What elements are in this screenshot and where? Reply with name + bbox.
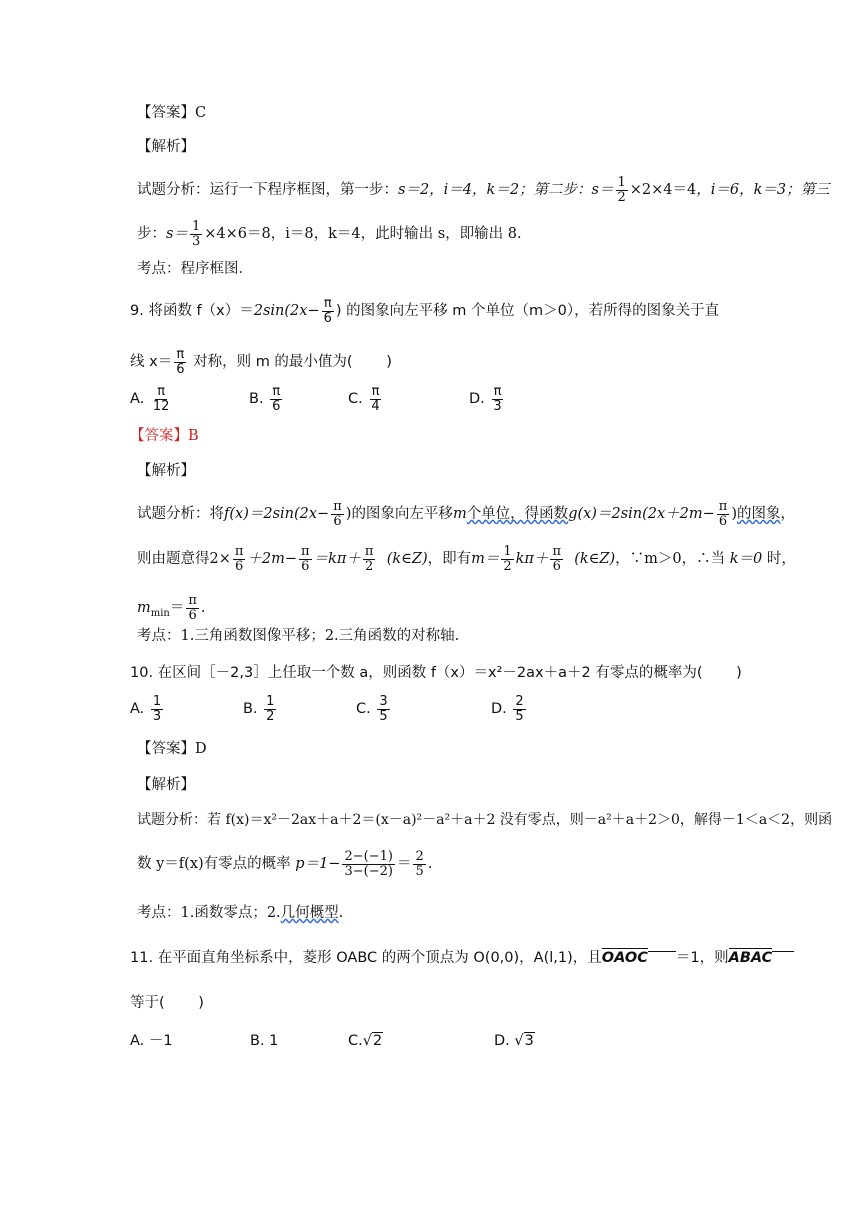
answer-tag: 【答案】 <box>137 105 195 121</box>
fraction <box>322 297 334 325</box>
denominator: 6 <box>718 513 728 529</box>
arrow-line <box>648 951 676 952</box>
q9-analysis-line-2 <box>137 545 796 573</box>
denominator: 6 <box>272 398 281 414</box>
radical-sign: √ <box>362 1033 372 1049</box>
q10-kaodian <box>137 906 343 921</box>
math: m <box>137 599 151 616</box>
text: 9. 将函数 f（x）＝ <box>130 302 254 319</box>
numerator: π <box>234 544 244 559</box>
math: f(x)＝2sin(2x− <box>224 505 330 522</box>
text: ) <box>731 505 738 522</box>
text: 则由题意得 <box>137 550 210 567</box>
radicand: 2 <box>372 1033 383 1049</box>
q10-option-b <box>243 695 278 723</box>
denominator: 3−(−2) <box>344 863 393 879</box>
numerator: π <box>272 384 281 399</box>
q8-analysis-line-1 <box>137 176 830 204</box>
fraction <box>264 695 276 723</box>
q8-answer <box>137 106 206 121</box>
text: 时， <box>762 550 796 567</box>
denominator: 5 <box>379 708 388 724</box>
text: ＝ <box>396 855 412 872</box>
q9-stem-line-2 <box>130 348 392 376</box>
option-label: A. <box>130 700 145 717</box>
math: kπ＋ <box>515 550 549 567</box>
text: ×2×4＝4 <box>629 181 697 198</box>
numerator: π <box>333 499 342 514</box>
fraction <box>717 500 730 528</box>
text: 对称，则 m 的最小值为( ) <box>188 353 392 370</box>
numerator: 2 <box>515 694 524 709</box>
text: 的图象向左平移 m 个单位（m＞0），若所得的图象关于直 <box>341 302 720 319</box>
option-label: B. <box>243 700 258 717</box>
fraction <box>151 385 172 413</box>
q11-option-a: A. －1 <box>130 1033 173 1049</box>
q9-analysis-line-1 <box>137 500 795 528</box>
numerator: 3 <box>379 694 388 709</box>
text: 的图象向左平移 <box>351 505 453 522</box>
q10-analysis-line-2 <box>137 850 432 878</box>
denominator: 2 <box>266 708 275 724</box>
q8-kaodian: 考点：程序框图． <box>137 261 253 277</box>
numerator: 1 <box>266 694 275 709</box>
q10-answer: 【答案】D <box>137 741 207 757</box>
numerator: π <box>323 296 332 311</box>
denominator: 2 <box>365 558 374 574</box>
q11-option-c <box>348 1034 383 1049</box>
text: 考点：1.函数零点；2. <box>137 905 281 921</box>
numerator: 1 <box>503 544 512 559</box>
answer-value: C <box>195 105 207 121</box>
fraction <box>501 545 513 573</box>
fraction <box>491 385 503 413</box>
q8-analysis-line-2 <box>137 220 522 248</box>
numerator: 1 <box>152 694 162 709</box>
text: 步： <box>137 225 166 242</box>
text: ) <box>335 302 342 319</box>
sqrt <box>514 1034 534 1049</box>
text: 线 x＝ <box>130 353 173 370</box>
q11-option-b: B. 1 <box>250 1033 279 1049</box>
q11-option-d <box>494 1034 535 1049</box>
q9-kaodian: 考点：1.三角函数图像平移；2.三角函数的对称轴. <box>137 628 460 644</box>
fraction <box>363 545 376 573</box>
numerator: π <box>493 384 502 399</box>
q9-answer: 【答案】B <box>130 428 199 444</box>
q11-stem-line-1 <box>130 951 794 966</box>
fraction <box>299 545 312 573</box>
math: ＝kπ＋ <box>313 550 361 567</box>
denominator: 3 <box>191 233 201 249</box>
text: . <box>200 599 206 616</box>
fraction <box>233 545 246 573</box>
q9-option-b <box>249 385 284 413</box>
text: s＝ <box>591 181 614 198</box>
math: (k∈Z) <box>574 550 616 567</box>
fraction <box>550 545 563 573</box>
math: 2sin(2x− <box>253 302 320 319</box>
q10-analysis-line-1: 试题分析：若 f(x)＝x²－2ax＋a＋2＝(x－a)²－a²＋a＋2 没有零点，则－a²＋a＋2＞0，解得－1＜a＜2，则函 <box>137 812 833 828</box>
numerator: π <box>157 384 166 399</box>
numerator: π <box>364 544 374 559</box>
option-label: B. <box>249 390 264 407</box>
text: 的图象 <box>737 505 781 522</box>
denominator: 6 <box>235 558 244 574</box>
numerator: 2 <box>415 849 424 864</box>
sqrt <box>363 1034 383 1049</box>
text: . <box>338 905 344 921</box>
text: ，i＝8，k＝4，此时输出 s，即输出 8. <box>270 225 522 242</box>
radicand: 3 <box>524 1033 534 1049</box>
arrow-line <box>772 951 794 952</box>
numerator: 1 <box>191 219 201 234</box>
numerator: 2−(−1) <box>344 849 393 864</box>
math: g(x)＝2sin(2x＋2m− <box>568 505 715 522</box>
math: p＝1− <box>295 855 341 872</box>
text: . <box>427 855 433 872</box>
denominator: 4 <box>371 398 380 414</box>
denominator: 6 <box>323 310 332 326</box>
text: ＝1，则 <box>675 950 729 966</box>
fraction <box>331 500 344 528</box>
q9-option-d <box>469 385 506 413</box>
q9-stem-line-1 <box>130 297 719 325</box>
fraction <box>174 348 186 376</box>
math: m＝ <box>471 550 500 567</box>
option-label: D. <box>491 700 507 717</box>
math: (k∈Z) <box>386 550 428 567</box>
vector-expression: OAOC <box>601 950 648 966</box>
text: s＝ <box>166 225 188 242</box>
math: m <box>452 505 467 522</box>
denominator: 3 <box>152 708 162 724</box>
text: ×4×6＝8 <box>204 225 271 242</box>
numerator: π <box>176 347 185 362</box>
q11-stem-line-2: 等于( ) <box>130 995 204 1011</box>
subscript: min <box>150 608 170 620</box>
denominator: 6 <box>552 558 561 574</box>
text: 几何概型 <box>280 905 339 921</box>
fraction <box>413 850 425 878</box>
denominator: 3 <box>493 398 502 414</box>
text: ，∵m＞0，∴当 <box>615 550 730 567</box>
denominator: 2 <box>503 558 512 574</box>
fraction <box>342 850 394 878</box>
text: s＝2，i＝4，k＝2；第二步： <box>398 181 592 198</box>
fraction <box>151 695 163 723</box>
option-label: C. <box>348 390 363 407</box>
text: ，i＝6，k＝3；第三 <box>696 181 830 198</box>
text: ＝ <box>169 599 185 616</box>
numerator: 1 <box>617 175 626 190</box>
q10-stem: 10. 在区间［－2,3］上任取一个数 a，则函数 f（x）＝x²－2ax＋a＋2 有零点的概率为( ) <box>130 665 742 681</box>
text: 试题分析：运行一下程序框图，第一步： <box>137 181 398 198</box>
q10-option-a <box>130 695 165 723</box>
math: ＋2m− <box>247 550 298 567</box>
fraction <box>513 695 525 723</box>
fraction <box>616 176 628 204</box>
numerator: π <box>188 593 197 608</box>
text: ) <box>345 505 352 522</box>
q8-analysis-tag: 【解析】 <box>137 139 195 155</box>
q9-option-a <box>130 385 173 413</box>
denominator: 12 <box>152 398 170 414</box>
option-label: C. <box>348 1033 363 1049</box>
denominator: 5 <box>415 863 424 879</box>
denominator: 6 <box>333 513 342 529</box>
numerator: π <box>301 544 310 559</box>
denominator: 6 <box>301 558 310 574</box>
fraction <box>377 695 389 723</box>
q10-option-d <box>491 695 528 723</box>
radical-sign: √ <box>514 1033 524 1049</box>
math: 2× <box>209 550 231 567</box>
text: ， <box>780 505 796 522</box>
text: ，即有 <box>427 550 472 567</box>
option-label: C. <box>356 700 371 717</box>
q9-analysis-tag: 【解析】 <box>137 463 195 479</box>
numerator: π <box>371 384 380 399</box>
denominator: 6 <box>188 607 197 623</box>
denominator: 2 <box>617 189 626 205</box>
numerator: π <box>552 544 562 559</box>
q9-option-c <box>348 385 384 413</box>
q9-analysis-line-3 <box>137 594 206 622</box>
option-label: A. <box>130 390 145 407</box>
text: 数 y＝f(x)有零点的概率 <box>137 855 296 872</box>
denominator: 6 <box>176 361 185 377</box>
option-label: D. <box>469 390 485 407</box>
q10-analysis-tag: 【解析】 <box>137 777 195 793</box>
option-label: D. <box>494 1033 510 1049</box>
text: 试题分析：将 <box>137 505 224 522</box>
fraction <box>270 385 282 413</box>
denominator: 5 <box>515 708 524 724</box>
fraction <box>190 220 202 248</box>
q10-option-c <box>356 695 392 723</box>
fraction <box>186 594 199 622</box>
text: 11. 在平面直角坐标系中，菱形 OABC 的两个顶点为 O(0,0)，A(l,1)，且 <box>130 950 602 966</box>
math: k＝0 <box>729 550 763 567</box>
vector-expression: ABAC <box>728 950 773 966</box>
text: 个单位，得函数 <box>466 505 569 522</box>
numerator: π <box>718 499 728 514</box>
fraction <box>369 385 381 413</box>
